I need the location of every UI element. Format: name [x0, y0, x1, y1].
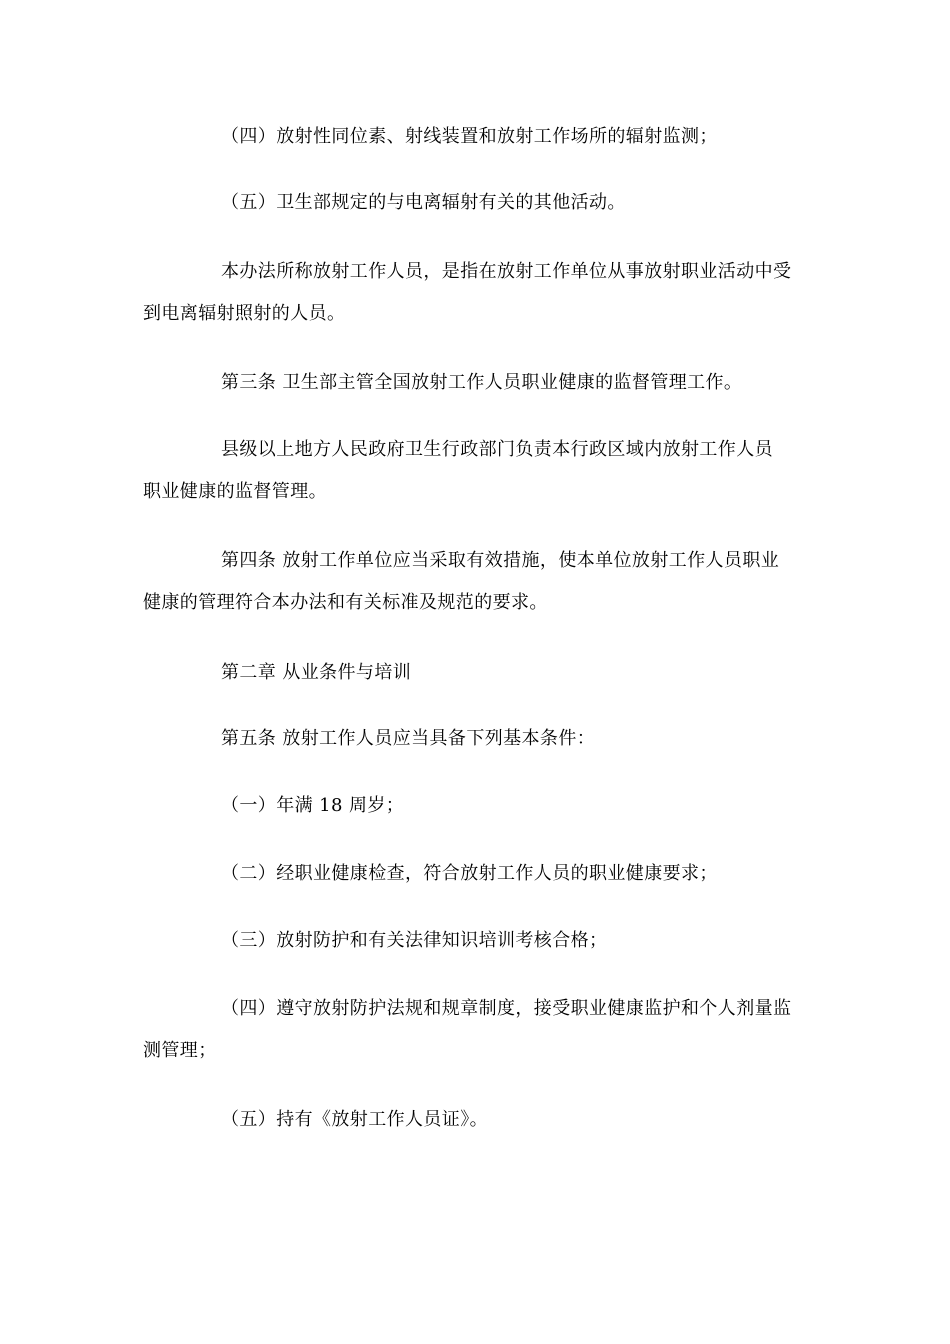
text-line: 本办法所称放射工作人员，是指在放射工作单位从事放射职业活动中受 — [221, 261, 792, 282]
text-line: （三）放射防护和有关法律知识培训考核合格； — [221, 930, 608, 951]
paragraph-article-3 — [143, 362, 811, 404]
text-line: （四）遵守放射防护法规和规章制度，接受职业健康监护和个人剂量监 — [221, 998, 792, 1019]
text-line: 第三条 卫生部主管全国放射工作人员职业健康的监督管理工作。 — [221, 372, 743, 393]
text-line: （五）持有《放射工作人员证》。 — [221, 1109, 488, 1130]
paragraph-item-4-radiation-monitoring — [143, 116, 811, 158]
text-line: （一）年满 18 周岁； — [221, 795, 405, 816]
paragraph-definition-radiation-workers — [143, 251, 811, 335]
paragraph-condition-2 — [143, 853, 811, 895]
text-line: （二）经职业健康检查，符合放射工作人员的职业健康要求； — [221, 863, 718, 884]
text-line: 到电离辐射照射的人员。 — [143, 303, 346, 324]
paragraph-article-5 — [143, 718, 811, 760]
text-line: 第二章 从业条件与培训 — [221, 662, 412, 683]
text-line: 测管理； — [143, 1040, 217, 1061]
text-line: 第五条 放射工作人员应当具备下列基本条件： — [221, 728, 596, 749]
text-line: 县级以上地方人民政府卫生行政部门负责本行政区域内放射工作人员 — [221, 439, 773, 460]
paragraph-condition-1 — [143, 785, 811, 827]
paragraph-condition-3 — [143, 920, 811, 962]
paragraph-condition-5 — [143, 1099, 811, 1141]
chapter-2-heading — [143, 652, 811, 694]
text-line: 职业健康的监督管理。 — [143, 481, 327, 502]
text-line: （四）放射性同位素、射线装置和放射工作场所的辐射监测； — [221, 126, 718, 147]
text-line: （五）卫生部规定的与电离辐射有关的其他活动。 — [221, 192, 626, 213]
paragraph-condition-4 — [143, 988, 811, 1072]
paragraph-local-supervision — [143, 429, 811, 513]
text-line: 第四条 放射工作单位应当采取有效措施，使本单位放射工作人员职业 — [221, 550, 780, 571]
text-line: 健康的管理符合本办法和有关标准及规范的要求。 — [143, 592, 548, 613]
paragraph-item-5-other-activities — [143, 182, 811, 224]
paragraph-article-4 — [143, 540, 811, 624]
